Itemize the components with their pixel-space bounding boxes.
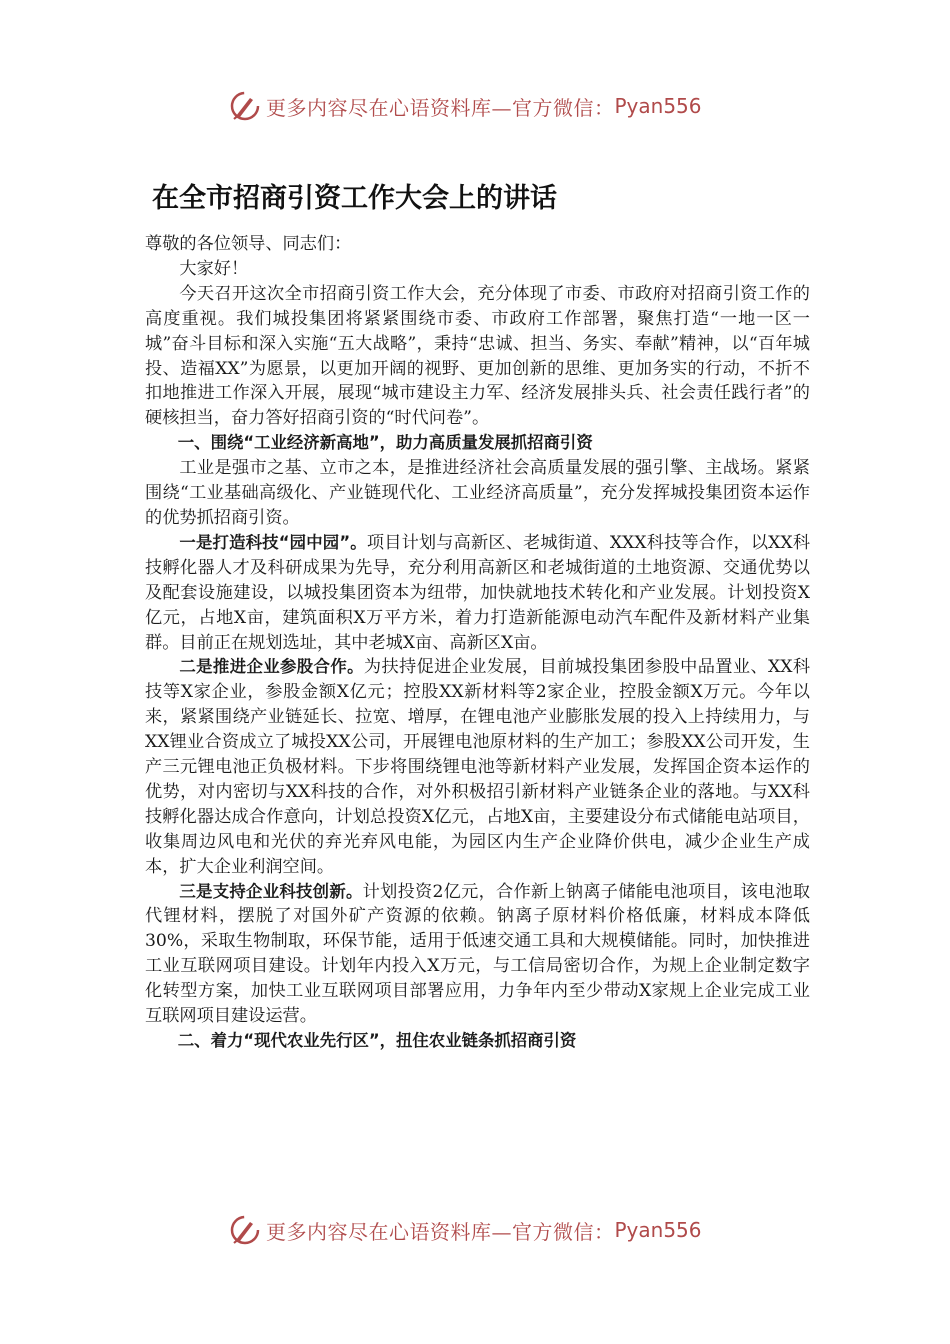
salutation: 尊敬的各位领导、同志们：	[145, 234, 352, 254]
item2-text: 为扶持促进企业发展，目前城投集团参股中品置业、XX科技等X家企业，参股金额X亿元；控股XX新材料等2家企业，控股金额X万元。今年以来，紧紧围绕产业链延长、拉宽、增厚，在锂电池产业膨胀发展的投入上持续用力，与XX锂业合资成立了城投XX公司，开展锂电池原材料的生产加工；参股XX公司开发，生产三元锂电池正负极材料。下步将围绕锂电池等新材料产业发展，发挥国企资本运作的优势，对内密切与XX科技的合作，对外积极招引新材料产业链条企业的落地。与XX科技孵化器达成合作意向，计划总投资X亿元，占地X亩，主要建设分布式储能电站项目，收集周边风电和光伏的弃光弃风电能，为园区内生产企业降价供电，减少企业生产成本，扩大企业利润空间。	[145, 657, 811, 877]
item3-paragraph	[145, 880, 810, 1029]
item3-text: 计划投资2亿元，合作新上钠离子储能电池项目，该电池取代锂材料，摆脱了对国外矿产资源的依赖。钠离子原材料价格低廉，材料成本降低30%，采取生物制取，环保节能，适用于低速交通工具和大规模储能。同时，加快推进工业互联网项目建设。计划年内投入X万元，与工信局密切合作，为规上企业制定数字化转型方案，加快工业互联网项目部署应用，力争年内至少带动X家规上企业完成工业互联网项目建设运营。	[145, 881, 811, 1027]
item2-lead: 二是推进企业参股合作。	[179, 657, 364, 677]
watermark-banner-bottom	[228, 1210, 748, 1250]
watermark-text-bottom: 更多内容尽在心语资料库—官方微信：	[266, 1219, 615, 1244]
item2-paragraph	[145, 655, 810, 879]
brush-logo-icon	[228, 1213, 262, 1247]
intro-paragraph: 今天召开这次全市招商引资工作大会，充分体现了市委、市政府对招商引资工作的高度重视。我们城投集团将紧紧围绕市委、市政府工作部署，聚焦打造“一地一区一城”奋斗目标和深入实施“五大战略”，秉持“忠诚、担当、务实、奉献”精神，以“百年城投、造福XX”为愿景，以更加开阔的视野、更加创新的思维、更加务实的行动，不折不扣地推进工作深入开展，展现“城市建设主力军、经济发展排头兵、社会责任践行者”的硬核担当，奋力答好招商引资的“时代问卷”。	[145, 283, 810, 429]
watermark-text-top: 更多内容尽在心语资料库—官方微信：	[266, 95, 615, 120]
item3-lead: 三是支持企业科技创新。	[179, 881, 363, 901]
item1-lead: 一是打造科技“园中园”。	[179, 532, 367, 552]
section1-intro: 工业是强市之基、立市之本，是推进经济社会高质量发展的强引擎、主战场。紧紧围绕“工业基础高级化、产业链现代化、工业经济高质量”，充分发挥城投集团资本运作的优势抓招商引资。	[145, 458, 810, 528]
item1-paragraph	[145, 531, 810, 656]
item1-text: 项目计划与高新区、老城街道、XXX科技等合作，以XX科技孵化器人才及科研成果为先导，充分利用高新区和老城街道的土地资源、交通优势以及配套设施建设，以城投集团资本为纽带，加快就地技术转化和产业发展。计划投资X亿元，占地X亩，建筑面积X万平方米，着力打造新能源电动汽车配件及新材料产业集群。目前正在规划选址，其中老城X亩、高新区X亩。	[145, 532, 811, 653]
watermark-id-top: Pyan556	[614, 94, 702, 118]
section1-heading: 一、围绕“工业经济新高地”，助力高质量发展抓招商引资	[177, 433, 593, 453]
watermark-id-bottom: Pyan556	[614, 1218, 702, 1242]
section2-heading: 二、着力“现代农业先行区”，扭住农业链条抓招商引资	[177, 1031, 577, 1050]
document-title: 在全市招商引资工作大会上的讲话	[152, 183, 557, 214]
document-body	[145, 232, 810, 1054]
greeting: 大家好！	[179, 258, 249, 279]
watermark-banner-top	[228, 86, 748, 126]
brush-logo-icon	[228, 89, 262, 123]
